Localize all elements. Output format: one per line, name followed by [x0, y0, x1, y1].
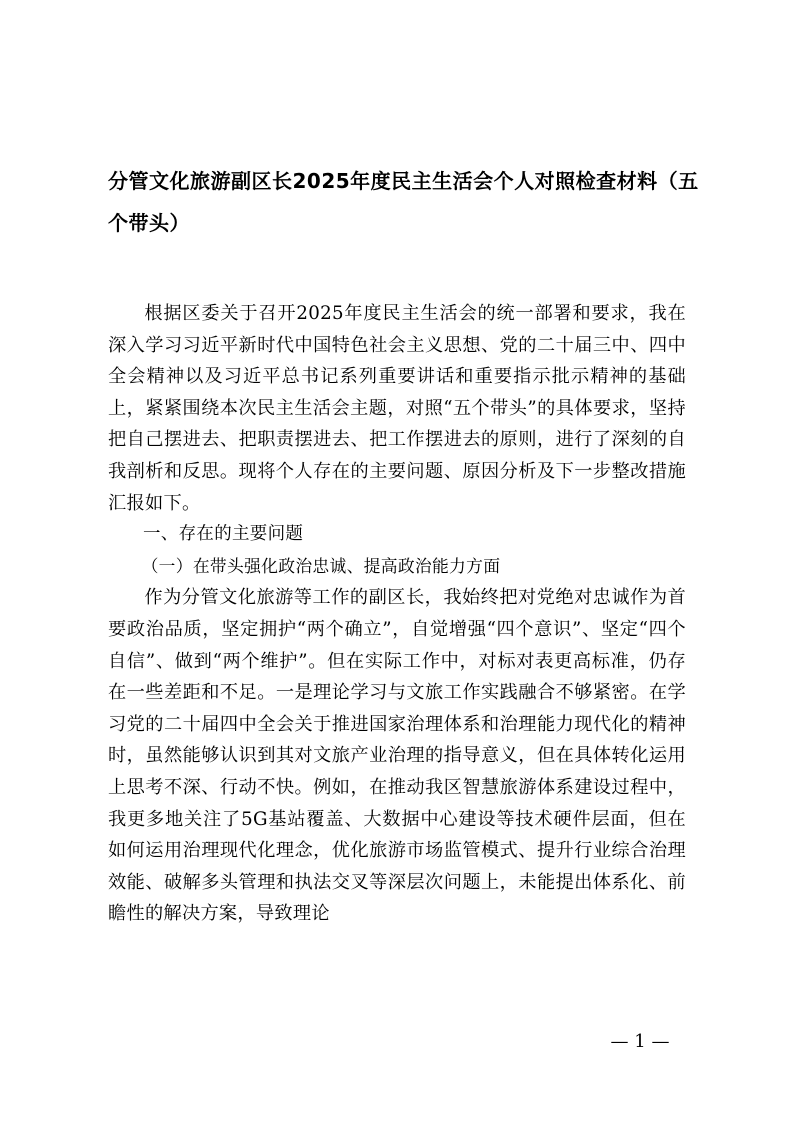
section-heading: 一、存在的主要问题	[143, 524, 304, 545]
subsection-heading: （一）在带头强化政治忠诚、提高政治能力方面	[141, 555, 501, 576]
subsection-paragraph: 作为分管文化旅游等工作的副区长，我始终把对党绝对忠诚作为首要政治品质，坚定拥护“两个确立”，自觉增强“四个意识”、坚定“四个自信”、做到“两个维护”。但在实际工作中，对标对表更高标准，仍存在一些差距和不足。一是理论学习与文旅工作实践融合不够紧密。在学习党的二十届四中全会关于推进国家治理体系和治理能力现代化的精神时，虽然能够认识到其对文旅产业治理的指导意义，但在具体转化运用上思考不深、行动不快。例如，在推动我区智慧旅游体系建设过程中，我更多地关注了5G基站覆盖、大数据中心建设等技术硬件层面，但在如何运用治理现代化理念，优化旅游市场监管模式、提升行业综合治理效能、破解多头管理和执法交叉等深层次问题上，未能提出体系化、前瞻性的解决方案，导致理论	[108, 587, 686, 925]
page-number: — 1 —	[610, 1031, 670, 1052]
document-body	[108, 298, 686, 930]
intro-paragraph: 根据区委关于召开2025年度民主生活会的统一部署和要求，我在深入学习习近平新时代中国特色社会主义思想、党的二十届三中、四中全会精神以及习近平总书记系列重要讲话和重要指示批示精神的基础上，紧紧围绕本次民主生活会主题，对照“五个带头”的具体要求，坚持把自己摆进去、把职责摆进去、把工作摆进去的原则，进行了深刻的自我剖析和反思。现将个人存在的主要问题、原因分析及下一步整改措施汇报如下。	[108, 303, 686, 514]
document-title: 分管文化旅游副区长2025年度民主生活会个人对照检查材料（五个带头）	[108, 169, 699, 235]
